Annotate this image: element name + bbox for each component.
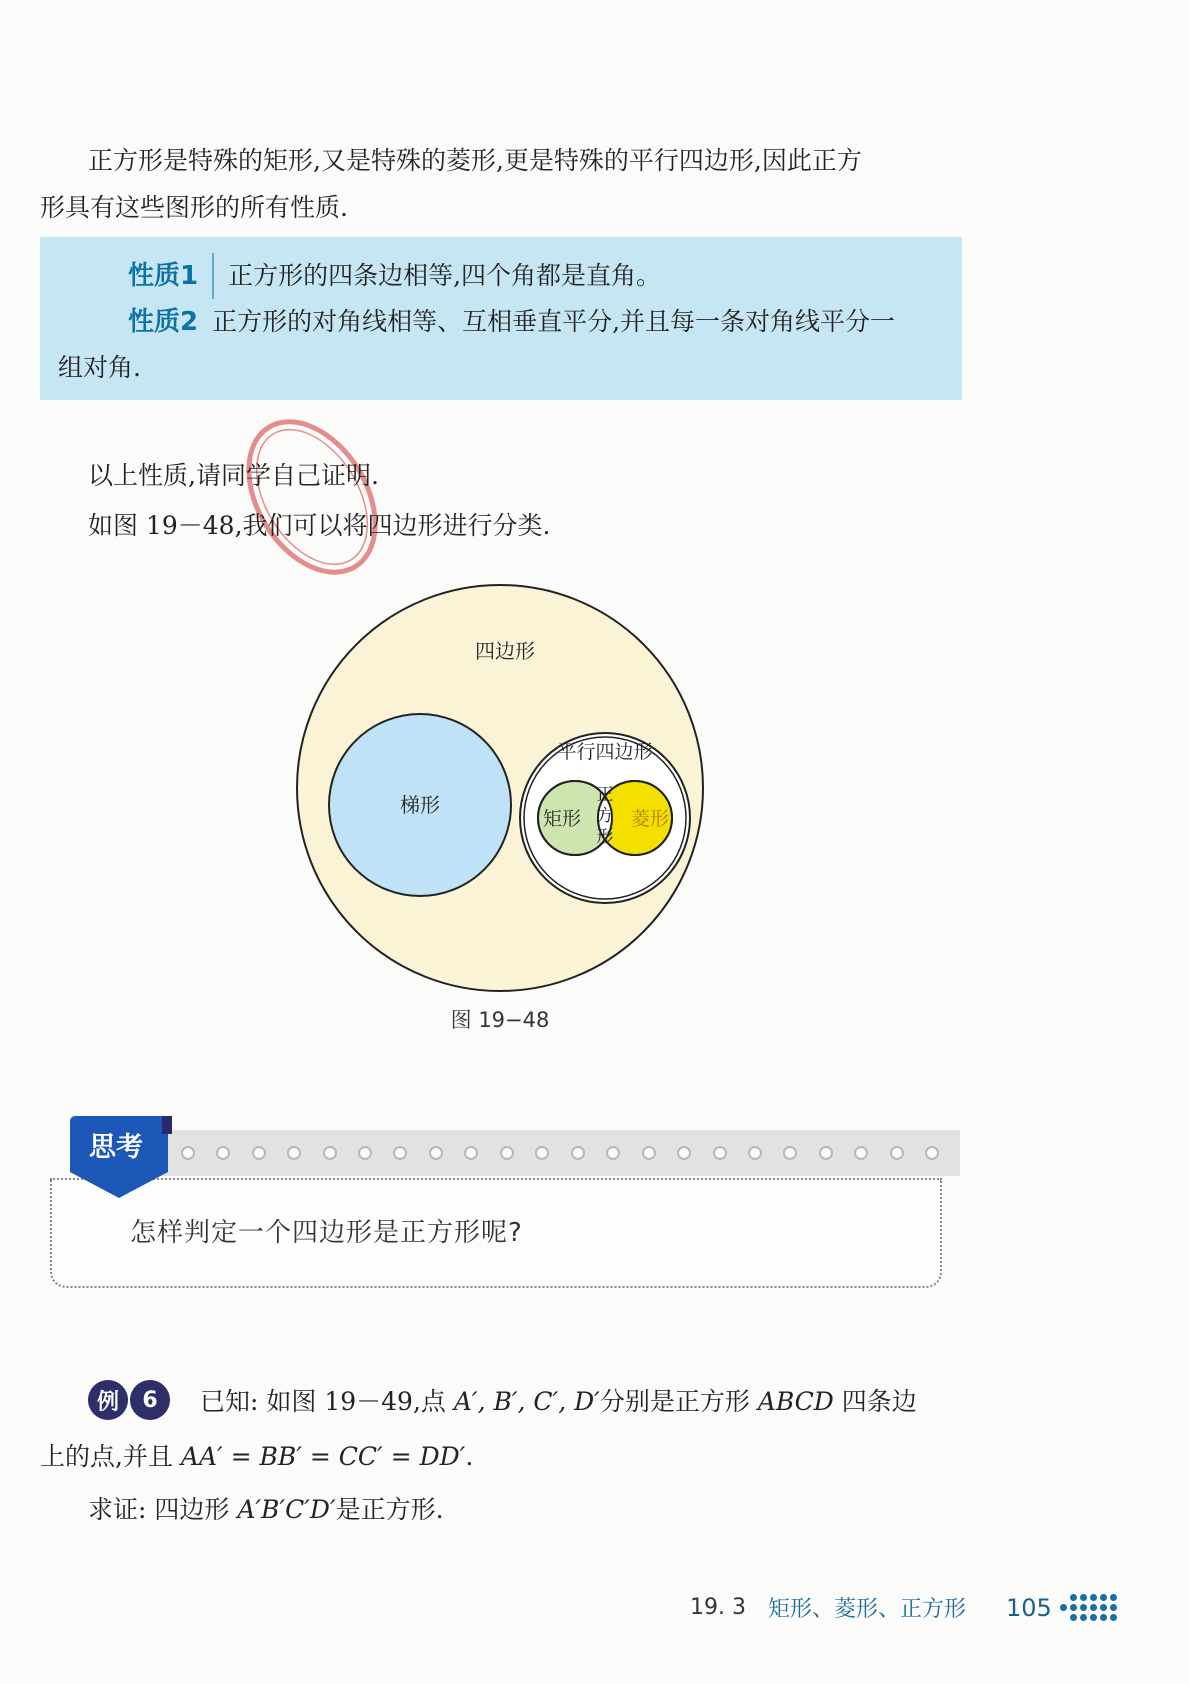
think-badge-label: 思考: [89, 1132, 143, 1163]
think-badge: [66, 1116, 172, 1200]
example-badge-number: 6: [130, 1380, 170, 1420]
page-number: 105: [1006, 1593, 1052, 1622]
properties-box: [40, 237, 962, 400]
quadrilateral-classification-diagram: [290, 578, 710, 998]
label-rhombus: 菱形: [630, 808, 670, 830]
label-square-3: 形: [596, 827, 614, 847]
footer-section-title: 矩形、菱形、正方形: [767, 1597, 966, 1622]
example-line-2: 上的点,并且 AA′ = BB′ = CC′ = DD′.: [40, 1442, 474, 1471]
label-square-2: 方: [596, 806, 614, 826]
label-square-1: 正: [596, 785, 614, 805]
property-1-label: 性质1: [128, 253, 214, 299]
think-question: 怎样判定一个四边形是正方形呢?: [130, 1218, 523, 1248]
proof-line: 以上性质,请同学自己证明.: [88, 461, 379, 490]
figure-caption: 图 19−48: [450, 1008, 550, 1032]
example-line-3: 求证: 四边形 A′B′C′D′是正方形.: [88, 1495, 444, 1524]
footer-section-number: 19. 3: [690, 1595, 746, 1620]
label-rectangle: 矩形: [542, 808, 582, 830]
property-2-label: 性质2: [128, 307, 199, 337]
label-parallelogram: 平行四边形: [557, 741, 653, 763]
property-2-text-line-1: 正方形的对角线相等、互相垂直平分,并且每一条对角线平分一: [212, 307, 896, 336]
label-quadrilateral: 四边形: [475, 639, 535, 663]
label-trapezoid: 梯形: [400, 793, 440, 817]
property-2-text-line-2: 组对角.: [58, 353, 141, 382]
example-badge-word: 例: [88, 1380, 128, 1420]
page-footer: [690, 1592, 1117, 1623]
classify-line: 如图 19－48,我们可以将四边形进行分类.: [88, 511, 551, 540]
property-1-text: 正方形的四条边相等,四个角都是直角。: [228, 261, 662, 290]
intro-line-2: 形具有这些图形的所有性质.: [40, 193, 348, 222]
example-badge: [88, 1380, 170, 1420]
think-ring-strip: [160, 1130, 960, 1176]
intro-line-1: 正方形是特殊的矩形,又是特殊的菱形,更是特殊的平行四边形,因此正方: [88, 146, 862, 175]
example-line-1: 已知: 如图 19－49,点 A′, B′, C′, D′分别是正方形 ABCD 四条边: [200, 1387, 917, 1416]
dot-grid-icon: [1060, 1594, 1117, 1621]
